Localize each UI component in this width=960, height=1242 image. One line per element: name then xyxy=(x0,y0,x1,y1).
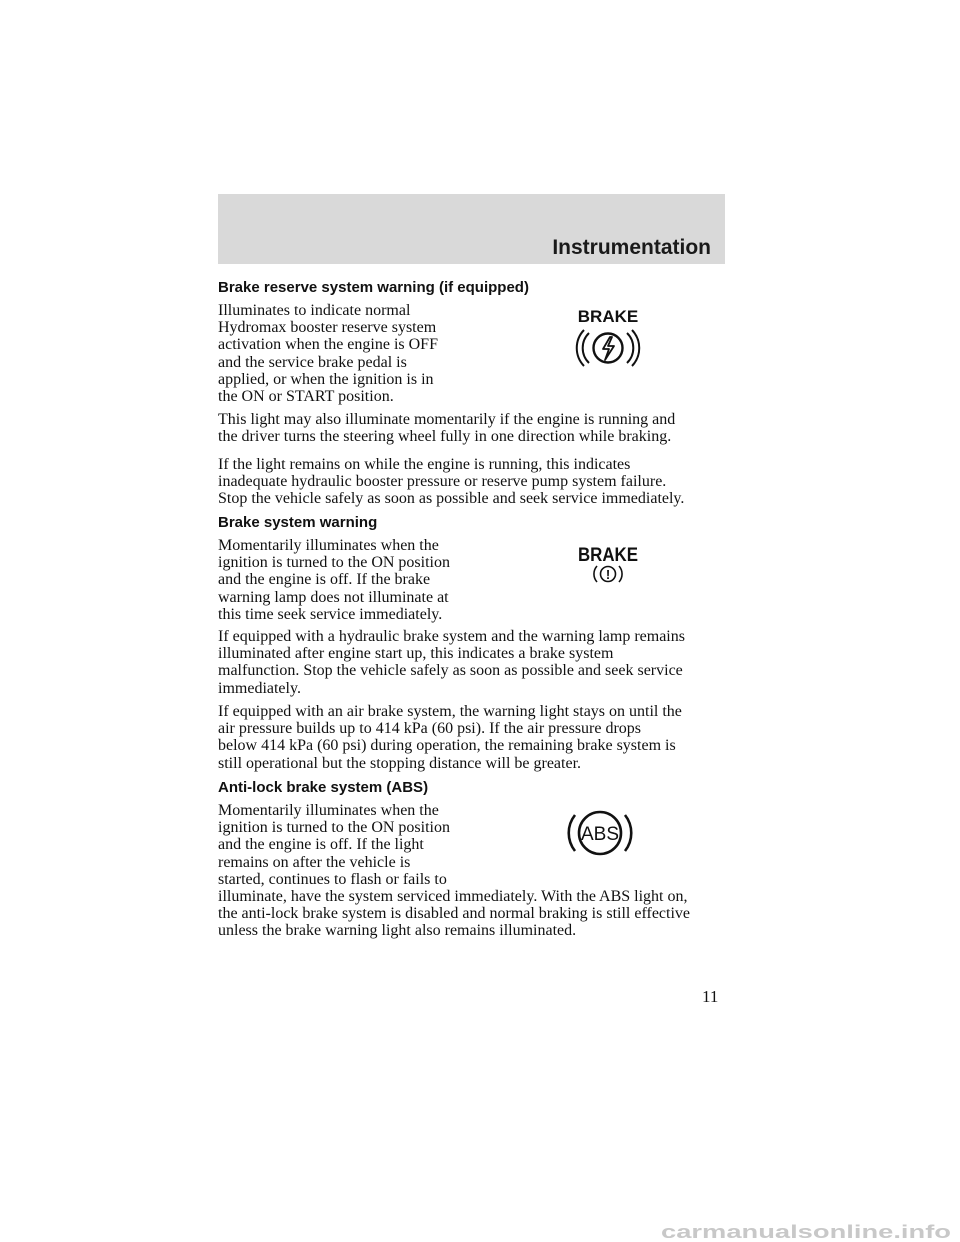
brake-reserve-warning-icon xyxy=(570,306,646,372)
heading-abs: Anti-lock brake system (ABS) xyxy=(218,779,429,796)
watermark-text: carmanualsonline.info xyxy=(661,1222,951,1242)
brake-system-intro: Momentarily illuminates when the ignition is turned to the ON position and the engine is off. If the brake warning lamp does not illuminate at this time seek service immediately. xyxy=(218,537,450,623)
abs-warning-icon xyxy=(562,801,638,865)
heading-brake-system: Brake system warning xyxy=(218,514,378,531)
brake-reserve-icon-label: BRAKE xyxy=(577,307,639,326)
exclamation-icon: ! xyxy=(605,567,611,582)
brake-system-warning-icon xyxy=(570,542,646,588)
brake-reserve-paragraph-2: If the light remains on while the engine is running, this indicates inadequate hydraulic booster pressure or reserve pump system failure. Stop the vehicle safely as soon as possible and seek service immediately. xyxy=(218,456,685,508)
brake-system-paragraph-1: If equipped with a hydraulic brake system and the warning lamp remains illuminated after engine start up, this indicates a brake system malfunction. Stop the vehicle safely as soon as possible and seek service immediately. xyxy=(218,628,685,697)
footer-watermark xyxy=(0,1222,960,1242)
brake-system-icon-label: BRAKE xyxy=(578,545,638,566)
brake-reserve-paragraph-1: This light may also illuminate momentarily if the engine is running and the driver turns the steering wheel fully in one direction while braking. xyxy=(218,411,676,446)
abs-icon-label: ABS xyxy=(580,824,620,845)
brake-system-paragraph-2: If equipped with an air brake system, the warning light stays on until the air pressure builds up to 414 kPa (60 psi). If the air pressure drops below 414 kPa (60 psi) during operation, the remaining brake system is still operational but the stopping distance will be greater. xyxy=(218,703,682,772)
page-number: 11 xyxy=(702,987,719,1006)
heading-brake-reserve: Brake reserve system warning (if equipped) xyxy=(218,279,529,296)
abs-intro: Momentarily illuminates when the ignition is turned to the ON position and the engine is off. If the light remains on after the vehicle is started, continues to flash or fails to illuminate, have the system serviced immediately. With the ABS light on, the anti-lock brake system is disabled and normal braking is still effective unless the brake warning light also remains illuminated. xyxy=(218,802,691,940)
brake-reserve-intro: Illuminates to indicate normal Hydromax booster reserve system activation when the engine is OFF and the service brake pedal is applied, or when the ignition is in the ON or START position. xyxy=(218,302,438,406)
section-title: Instrumentation xyxy=(552,236,711,259)
section-header-band xyxy=(218,194,725,264)
